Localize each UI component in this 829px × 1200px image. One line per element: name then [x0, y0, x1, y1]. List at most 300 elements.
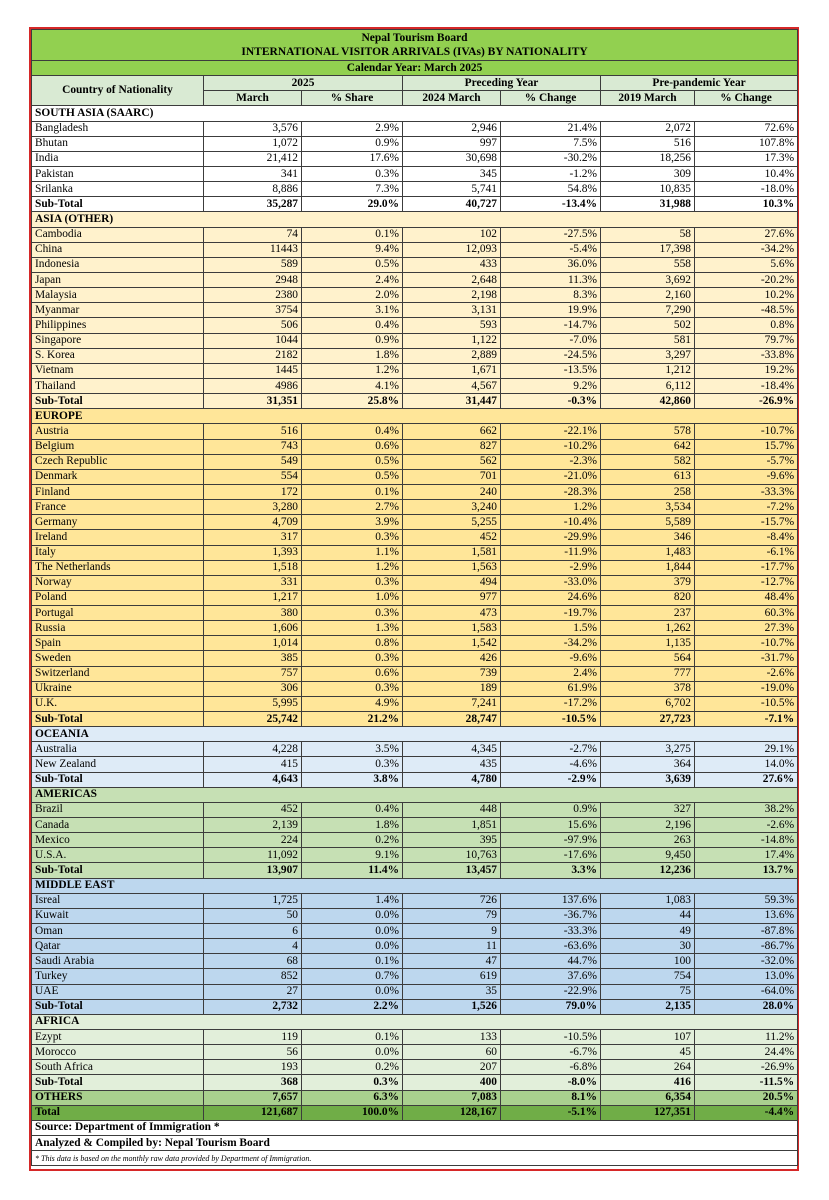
march-2025-cell: 331 [204, 575, 302, 590]
country-cell: Spain [32, 636, 204, 651]
region-header-row [32, 409, 798, 424]
march-2025-cell: 13,907 [204, 863, 302, 878]
share-cell: 1.2% [302, 363, 403, 378]
change-2019-cell: 13.6% [695, 908, 798, 923]
arrivals-table [31, 29, 798, 1166]
change-2024-cell: 3.3% [501, 863, 601, 878]
country-cell: S. Korea [32, 348, 204, 363]
country-cell: Bangladesh [32, 121, 204, 136]
region-header-row [32, 1014, 798, 1029]
country-cell: Isreal [32, 893, 204, 908]
country-cell: Germany [32, 515, 204, 530]
march-2019-cell: 1,844 [601, 560, 695, 575]
change-2019-cell: -10.7% [695, 424, 798, 439]
march-2024-cell: 13,457 [403, 863, 501, 878]
table-row [32, 833, 798, 848]
march-2024-cell: 7,241 [403, 696, 501, 711]
share-cell: 0.6% [302, 666, 403, 681]
share-cell: 3.8% [302, 772, 403, 787]
country-cell: U.K. [32, 696, 204, 711]
table-row [32, 515, 798, 530]
change-2019-cell: -26.9% [695, 394, 798, 409]
share-cell: 1.8% [302, 818, 403, 833]
march-2025-cell: 306 [204, 681, 302, 696]
share-cell: 0.1% [302, 227, 403, 242]
country-cell: Philippines [32, 318, 204, 333]
march-2024-cell: 452 [403, 530, 501, 545]
country-cell: Norway [32, 575, 204, 590]
region-name: AMERICAS [32, 787, 798, 802]
share-cell: 0.9% [302, 333, 403, 348]
march-2019-cell: 1,262 [601, 621, 695, 636]
country-cell: Ireland [32, 530, 204, 545]
table-row [32, 696, 798, 711]
country-cell: Indonesia [32, 257, 204, 272]
march-2024-cell: 133 [403, 1030, 501, 1045]
march-2024-cell: 79 [403, 908, 501, 923]
region-name: SOUTH ASIA (SAARC) [32, 106, 798, 121]
region-name: EUROPE [32, 409, 798, 424]
march-2025-cell: 119 [204, 1030, 302, 1045]
share-cell: 0.7% [302, 969, 403, 984]
share-cell: 0.3% [302, 530, 403, 545]
subtotal-row [32, 394, 798, 409]
march-2024-cell: 345 [403, 166, 501, 181]
table-row [32, 560, 798, 575]
march-2019-cell: 379 [601, 575, 695, 590]
region-header-row [32, 106, 798, 121]
share-cell: 0.4% [302, 802, 403, 817]
march-2025-cell: 1,072 [204, 136, 302, 151]
change-2019-cell: 10.3% [695, 197, 798, 212]
country-cell: Vietnam [32, 363, 204, 378]
share-cell: 0.3% [302, 606, 403, 621]
march-2019-cell: 378 [601, 681, 695, 696]
march-2024-cell: 3,131 [403, 303, 501, 318]
march-2025-cell: 1,725 [204, 893, 302, 908]
share-cell: 0.3% [302, 681, 403, 696]
change-2024-cell: -28.3% [501, 484, 601, 499]
table-row [32, 257, 798, 272]
march-2025-cell: 368 [204, 1075, 302, 1090]
march-2019-cell: 2,072 [601, 121, 695, 136]
country-cell: Qatar [32, 939, 204, 954]
march-2025-cell: 380 [204, 606, 302, 621]
change-2024-cell: -10.2% [501, 439, 601, 454]
change-2019-cell: -18.4% [695, 378, 798, 393]
march-2024-cell: 426 [403, 651, 501, 666]
change-2024-cell: -4.6% [501, 757, 601, 772]
table-row [32, 590, 798, 605]
march-2025-cell: 4,228 [204, 742, 302, 757]
change-2019-cell: 48.4% [695, 590, 798, 605]
table-row [32, 969, 798, 984]
share-cell: 0.2% [302, 1060, 403, 1075]
change-2024-cell: -19.7% [501, 606, 601, 621]
country-cell: Turkey [32, 969, 204, 984]
table-row [32, 378, 798, 393]
change-2024-cell: 9.2% [501, 378, 601, 393]
change-2019-cell: 19.2% [695, 363, 798, 378]
march-2019-cell: 327 [601, 802, 695, 817]
subtotal-row [32, 863, 798, 878]
march-2024-cell: 10,763 [403, 848, 501, 863]
march-2024-cell: 2,946 [403, 121, 501, 136]
change-2024-cell: 1.5% [501, 621, 601, 636]
march-2025-cell: 2,732 [204, 999, 302, 1014]
march-2025-cell: 1,393 [204, 545, 302, 560]
march-2019-cell: 49 [601, 924, 695, 939]
share-cell: 0.5% [302, 257, 403, 272]
march-2019-cell: 31,988 [601, 197, 695, 212]
subtotal-row [32, 197, 798, 212]
change-2024-cell: 11.3% [501, 272, 601, 287]
subtotal-row [32, 1075, 798, 1090]
march-2025-cell: 2,139 [204, 818, 302, 833]
share-cell: 0.8% [302, 636, 403, 651]
march-2019-cell: 3,639 [601, 772, 695, 787]
change-2024-cell: -24.5% [501, 348, 601, 363]
table-row [32, 1060, 798, 1075]
change-2019-cell: -15.7% [695, 515, 798, 530]
change-2024-cell: -36.7% [501, 908, 601, 923]
table-row [32, 303, 798, 318]
share-cell: 0.0% [302, 908, 403, 923]
march-2024-cell: 827 [403, 439, 501, 454]
table-row [32, 272, 798, 287]
change-2019-cell: 13.0% [695, 969, 798, 984]
country-cell: Oman [32, 924, 204, 939]
march-2024-cell: 102 [403, 227, 501, 242]
table-row [32, 742, 798, 757]
country-cell: Italy [32, 545, 204, 560]
region-header-row [32, 727, 798, 742]
share-header: % Share [302, 91, 403, 106]
change-2019-cell: -9.6% [695, 469, 798, 484]
march-2024-cell: 726 [403, 893, 501, 908]
march-2025-cell: 341 [204, 166, 302, 181]
march-2024-cell: 701 [403, 469, 501, 484]
march-2024-cell: 5,741 [403, 182, 501, 197]
change-2024-cell: -97.9% [501, 833, 601, 848]
march-2025-cell: 3,576 [204, 121, 302, 136]
region-name: AFRICA [32, 1014, 798, 1029]
change-2019-cell: 59.3% [695, 893, 798, 908]
country-cell: Morocco [32, 1045, 204, 1060]
share-cell: 4.1% [302, 378, 403, 393]
table-row [32, 893, 798, 908]
column-group-header [32, 76, 798, 91]
change-2019-header: % Change [695, 91, 798, 106]
share-cell: 7.3% [302, 182, 403, 197]
change-2024-cell: 0.9% [501, 802, 601, 817]
country-cell: New Zealand [32, 757, 204, 772]
country-cell: Thailand [32, 378, 204, 393]
country-cell: Canada [32, 818, 204, 833]
march-2019-cell: 30 [601, 939, 695, 954]
march-2019-cell: 127,351 [601, 1105, 695, 1120]
change-2019-cell: -31.7% [695, 651, 798, 666]
region-header-row [32, 212, 798, 227]
share-cell: 3.9% [302, 515, 403, 530]
share-cell: 1.1% [302, 545, 403, 560]
march-2024-cell: 1,851 [403, 818, 501, 833]
country-cell: South Africa [32, 1060, 204, 1075]
table-row [32, 288, 798, 303]
change-2019-cell: -86.7% [695, 939, 798, 954]
change-2024-cell: 1.2% [501, 500, 601, 515]
march-2019-cell: 613 [601, 469, 695, 484]
march-2025-cell: 11443 [204, 242, 302, 257]
march-2025-cell: 121,687 [204, 1105, 302, 1120]
march-2024-cell: 2,648 [403, 272, 501, 287]
country-cell: Pakistan [32, 166, 204, 181]
change-2019-cell: 10.4% [695, 166, 798, 181]
change-2024-cell: -14.7% [501, 318, 601, 333]
march-2024-cell: 128,167 [403, 1105, 501, 1120]
march-2019-cell: 564 [601, 651, 695, 666]
country-cell: Malaysia [32, 288, 204, 303]
march-2019-cell: 27,723 [601, 712, 695, 727]
country-cell: Denmark [32, 469, 204, 484]
share-cell: 0.4% [302, 318, 403, 333]
country-cell: Saudi Arabia [32, 954, 204, 969]
country-cell: Sub-Total [32, 999, 204, 1014]
march-2024-cell: 1,671 [403, 363, 501, 378]
subtotal-row [32, 772, 798, 787]
share-cell: 9.1% [302, 848, 403, 863]
country-cell: France [32, 500, 204, 515]
change-2024-cell: -63.6% [501, 939, 601, 954]
march-2025-cell: 516 [204, 424, 302, 439]
change-2019-cell: 5.6% [695, 257, 798, 272]
country-cell: Ukraine [32, 681, 204, 696]
change-2024-cell: -2.9% [501, 560, 601, 575]
change-2019-cell: -6.1% [695, 545, 798, 560]
share-cell: 0.2% [302, 833, 403, 848]
march-2024-cell: 47 [403, 954, 501, 969]
change-2019-cell: 0.8% [695, 318, 798, 333]
table-row [32, 333, 798, 348]
change-2024-cell: -0.3% [501, 394, 601, 409]
change-2024-cell: -7.0% [501, 333, 601, 348]
march-2025-cell: 7,657 [204, 1090, 302, 1105]
share-cell: 2.9% [302, 121, 403, 136]
table-row [32, 121, 798, 136]
table-row [32, 545, 798, 560]
change-2024-cell: -29.9% [501, 530, 601, 545]
march-2019-cell: 100 [601, 954, 695, 969]
share-cell: 6.3% [302, 1090, 403, 1105]
march-2025-cell: 224 [204, 833, 302, 848]
share-cell: 2.4% [302, 272, 403, 287]
change-2024-cell: -13.5% [501, 363, 601, 378]
share-cell: 0.5% [302, 469, 403, 484]
share-cell: 100.0% [302, 1105, 403, 1120]
change-2024-cell: 8.3% [501, 288, 601, 303]
country-cell: Poland [32, 590, 204, 605]
change-2019-cell: -48.5% [695, 303, 798, 318]
march-2019-cell: 309 [601, 166, 695, 181]
march-2019-cell: 5,589 [601, 515, 695, 530]
march-2024-cell: 1,526 [403, 999, 501, 1014]
change-2024-cell: 21.4% [501, 121, 601, 136]
country-cell: Ezypt [32, 1030, 204, 1045]
table-row [32, 939, 798, 954]
march-2025-cell: 506 [204, 318, 302, 333]
march-2019-cell: 582 [601, 454, 695, 469]
change-2019-cell: -18.0% [695, 182, 798, 197]
march-2024-cell: 662 [403, 424, 501, 439]
march-header: March [204, 91, 302, 106]
table-row [32, 530, 798, 545]
share-cell: 0.3% [302, 1075, 403, 1090]
change-2019-cell: -20.2% [695, 272, 798, 287]
march-2019-cell: 2,135 [601, 999, 695, 1014]
org-name: Nepal Tourism Board [361, 32, 468, 44]
march-2025-cell: 757 [204, 666, 302, 681]
country-cell: Sweden [32, 651, 204, 666]
country-cell: Sub-Total [32, 1075, 204, 1090]
march-2019-cell: 3,692 [601, 272, 695, 287]
march-2025-cell: 50 [204, 908, 302, 923]
change-2024-cell: -2.9% [501, 772, 601, 787]
change-2019-cell: -8.4% [695, 530, 798, 545]
share-cell: 0.0% [302, 939, 403, 954]
march-2024-cell: 448 [403, 802, 501, 817]
change-2019-cell: 10.2% [695, 288, 798, 303]
march-2024-cell: 562 [403, 454, 501, 469]
country-cell: Bhutan [32, 136, 204, 151]
table-row [32, 984, 798, 999]
march-2024-cell: 7,083 [403, 1090, 501, 1105]
change-2019-cell: 17.4% [695, 848, 798, 863]
change-2019-cell: 60.3% [695, 606, 798, 621]
change-2019-cell: -11.5% [695, 1075, 798, 1090]
change-2019-cell: -2.6% [695, 818, 798, 833]
march-2025-cell: 1,606 [204, 621, 302, 636]
country-cell: Russia [32, 621, 204, 636]
country-cell: Myanmar [32, 303, 204, 318]
change-2024-cell: -13.4% [501, 197, 601, 212]
march-2019-cell: 820 [601, 590, 695, 605]
share-cell: 0.9% [302, 136, 403, 151]
march-2024-cell: 494 [403, 575, 501, 590]
march-2025-cell: 385 [204, 651, 302, 666]
march-2019-cell: 42,860 [601, 394, 695, 409]
table-row [32, 166, 798, 181]
country-cell: Czech Republic [32, 454, 204, 469]
change-2019-cell: -10.5% [695, 696, 798, 711]
change-2024-cell: 61.9% [501, 681, 601, 696]
change-2024-cell: -21.0% [501, 469, 601, 484]
table-row [32, 151, 798, 166]
country-cell: Sub-Total [32, 712, 204, 727]
march-2019-cell: 3,275 [601, 742, 695, 757]
change-2019-cell: 72.6% [695, 121, 798, 136]
march-2019-cell: 44 [601, 908, 695, 923]
share-cell: 17.6% [302, 151, 403, 166]
change-2024-cell: 36.0% [501, 257, 601, 272]
country-cell: OTHERS [32, 1090, 204, 1105]
march-2019-cell: 581 [601, 333, 695, 348]
compiled-line: Analyzed & Compiled by: Nepal Tourism Board [32, 1135, 798, 1150]
table-body [32, 30, 798, 1166]
table-row [32, 924, 798, 939]
table-row [32, 757, 798, 772]
march-2024-cell: 9 [403, 924, 501, 939]
march-2019-cell: 6,112 [601, 378, 695, 393]
group-2025-header: 2025 [204, 76, 403, 91]
change-2024-cell: 137.6% [501, 893, 601, 908]
march-2019-cell: 516 [601, 136, 695, 151]
country-cell: Sub-Total [32, 197, 204, 212]
table-row [32, 636, 798, 651]
source-line-row [32, 1120, 798, 1135]
country-cell: Kuwait [32, 908, 204, 923]
change-2019-cell: -7.2% [695, 500, 798, 515]
march-2025-cell: 3,280 [204, 500, 302, 515]
march-2025-cell: 31,351 [204, 394, 302, 409]
change-2024-cell: -1.2% [501, 166, 601, 181]
march-2019-cell: 18,256 [601, 151, 695, 166]
share-cell: 9.4% [302, 242, 403, 257]
table-row [32, 484, 798, 499]
change-2024-cell: -17.2% [501, 696, 601, 711]
march-2024-cell: 473 [403, 606, 501, 621]
march-2024-cell: 400 [403, 1075, 501, 1090]
march-2024-cell: 2,889 [403, 348, 501, 363]
change-2024-cell: -33.3% [501, 924, 601, 939]
march-2019-cell: 58 [601, 227, 695, 242]
group-preceding-header: Preceding Year [403, 76, 601, 91]
table-row [32, 469, 798, 484]
march-2024-header: 2024 March [403, 91, 501, 106]
change-2019-cell: 107.8% [695, 136, 798, 151]
march-2025-cell: 6 [204, 924, 302, 939]
country-cell: U.S.A. [32, 848, 204, 863]
march-2025-cell: 452 [204, 802, 302, 817]
march-2025-cell: 4986 [204, 378, 302, 393]
share-cell: 0.1% [302, 484, 403, 499]
country-cell: Sub-Total [32, 863, 204, 878]
change-2019-cell: 14.0% [695, 757, 798, 772]
table-row [32, 348, 798, 363]
share-cell: 1.2% [302, 560, 403, 575]
country-cell: Singapore [32, 333, 204, 348]
march-2024-cell: 1,563 [403, 560, 501, 575]
change-2024-cell: -10.4% [501, 515, 601, 530]
country-cell: Australia [32, 742, 204, 757]
share-cell: 0.3% [302, 166, 403, 181]
march-2019-cell: 754 [601, 969, 695, 984]
march-2019-cell: 1,083 [601, 893, 695, 908]
change-2024-cell: 54.8% [501, 182, 601, 197]
march-2025-cell: 68 [204, 954, 302, 969]
march-2025-cell: 4 [204, 939, 302, 954]
change-2024-cell: 15.6% [501, 818, 601, 833]
change-2024-cell: -10.5% [501, 712, 601, 727]
march-2025-cell: 35,287 [204, 197, 302, 212]
march-2025-cell: 27 [204, 984, 302, 999]
table-row [32, 954, 798, 969]
change-2019-cell: 38.2% [695, 802, 798, 817]
march-2025-cell: 4,709 [204, 515, 302, 530]
march-2019-cell: 107 [601, 1030, 695, 1045]
total-row [32, 1105, 798, 1120]
march-2025-cell: 1,217 [204, 590, 302, 605]
march-2025-cell: 1,014 [204, 636, 302, 651]
